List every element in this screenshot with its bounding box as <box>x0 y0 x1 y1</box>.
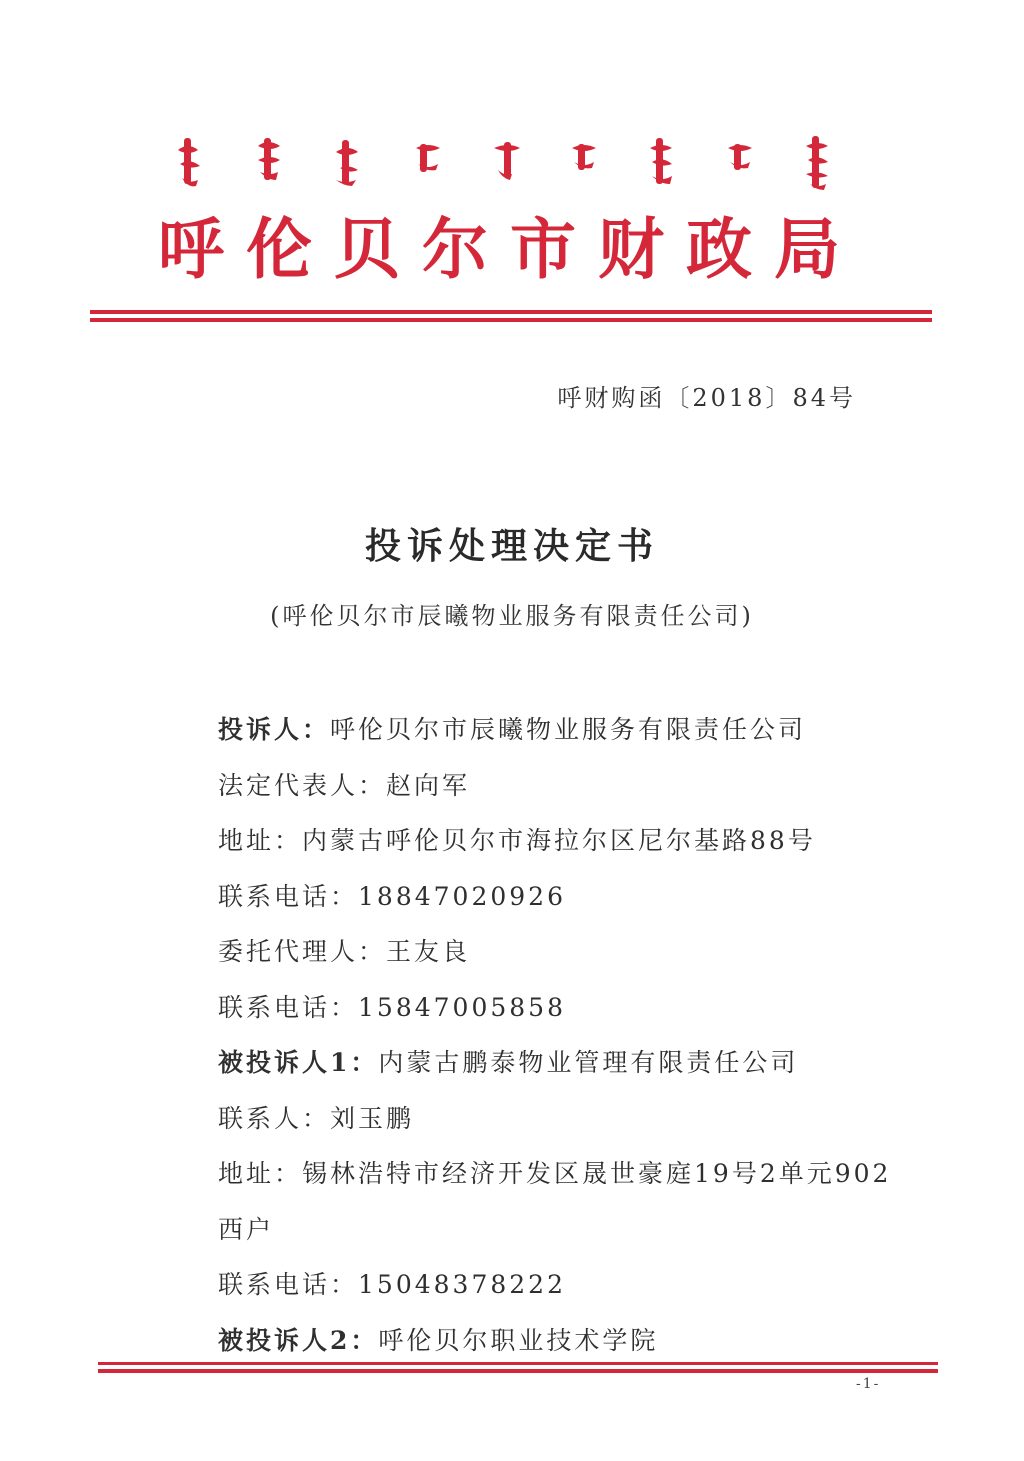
address2-value: 锡林浩特市经济开发区晟世豪庭19号2单元902 <box>302 1159 892 1188</box>
complainant-label: 投诉人： <box>218 715 331 744</box>
phone3-value: 15048378222 <box>358 1270 566 1299</box>
footer-red-rule <box>98 1358 938 1380</box>
agent-label: 委托代理人： <box>218 937 387 966</box>
address1-value: 内蒙古呼伦贝尔市海拉尔区尼尔基路88号 <box>302 826 816 855</box>
agent-line <box>218 924 908 980</box>
respondent1-label: 被投诉人1： <box>218 1048 379 1077</box>
address2-value-continued: 西户 <box>218 1214 275 1244</box>
phone1-label: 联系电话： <box>218 881 359 911</box>
document-subtitle: (呼伦贝尔市辰曦物业服务有限责任公司) <box>270 602 754 630</box>
phone2-label: 联系电话： <box>218 992 359 1022</box>
header-red-rule <box>90 306 932 326</box>
address2-line <box>218 1146 908 1202</box>
legal-rep-line <box>218 758 908 814</box>
phone3-line <box>218 1257 908 1313</box>
agency-name: 呼伦贝尔市财政局 <box>158 211 862 288</box>
complainant-line <box>218 702 908 758</box>
document-number: 呼财购函〔2018〕84号 <box>557 384 856 412</box>
legal-rep-label: 法定代表人： <box>218 770 387 800</box>
address2-label: 地址： <box>218 1159 303 1188</box>
agent-value: 王友良 <box>386 937 471 966</box>
phone2-line <box>218 980 908 1036</box>
phone2-value: 15847005858 <box>358 992 566 1022</box>
document-body <box>218 702 908 1368</box>
legal-rep-value: 赵向军 <box>386 770 471 800</box>
complainant-value: 呼伦贝尔市辰曦物业服务有限责任公司 <box>330 715 807 744</box>
mongolian-script-graphic <box>160 130 860 190</box>
contact1-label: 联系人： <box>218 1103 331 1133</box>
phone3-label: 联系电话： <box>218 1270 359 1299</box>
document-title: 投诉处理决定书 <box>364 526 659 567</box>
page-number: -1- <box>856 1376 881 1392</box>
mongolian-agency-name <box>160 130 860 190</box>
respondent1-value: 内蒙古鹏泰物业管理有限责任公司 <box>378 1048 799 1077</box>
address2-continuation-line <box>218 1202 908 1258</box>
contact1-value: 刘玉鹏 <box>330 1103 415 1133</box>
phone1-value: 18847020926 <box>358 881 566 911</box>
address1-line <box>218 813 908 869</box>
phone1-line <box>218 869 908 925</box>
respondent1-line <box>218 1035 908 1091</box>
contact1-line <box>218 1091 908 1147</box>
address1-label: 地址： <box>218 826 303 855</box>
respondent2-label: 被投诉人2： <box>218 1325 379 1355</box>
respondent2-value: 呼伦贝尔职业技术学院 <box>378 1325 659 1355</box>
